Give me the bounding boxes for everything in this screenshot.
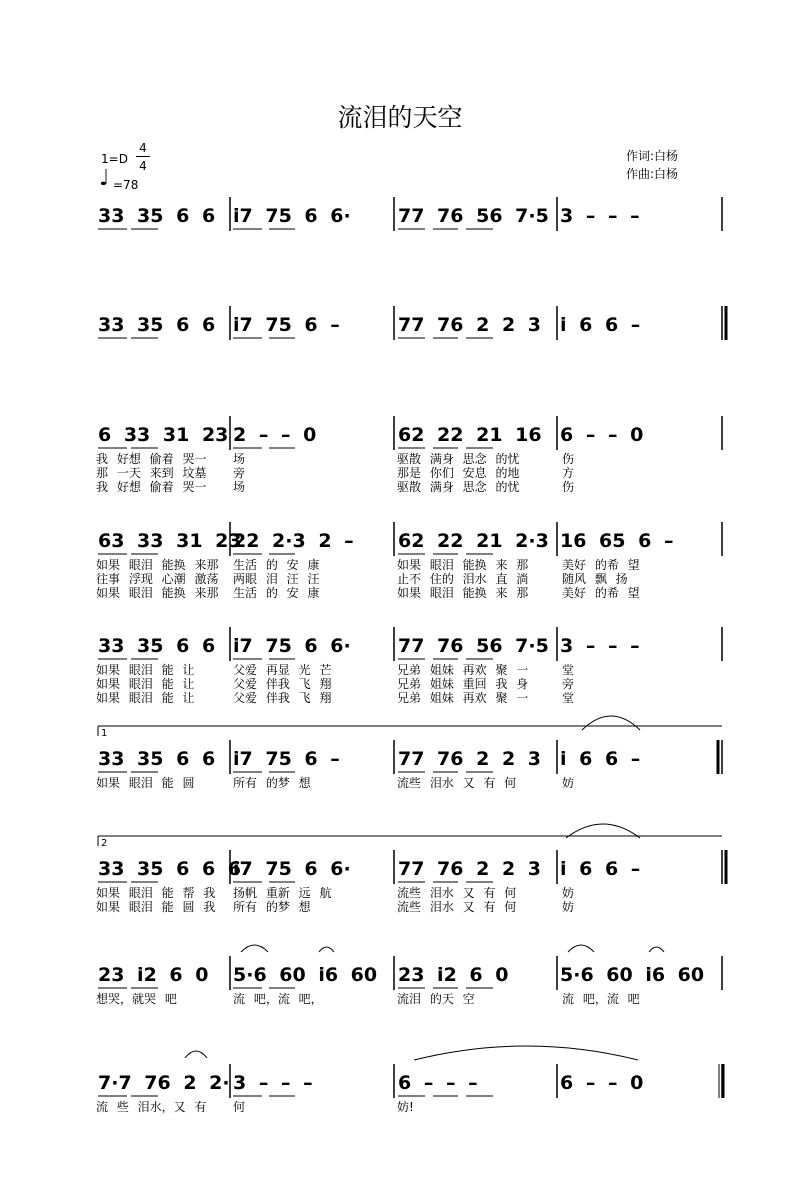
- lyric-text: 流些 泪水 又 有 何: [397, 776, 517, 790]
- measure-notes: 6 – – –: [398, 1072, 478, 1094]
- measure-notes: 33 35 6 6: [98, 748, 216, 770]
- tie-arc: [582, 716, 640, 730]
- volta-number: 2: [101, 838, 108, 849]
- lyric-text: 那是 你们 安息 的地: [397, 466, 520, 480]
- lyric-text: 两眼 泪 汪 汪: [233, 572, 320, 586]
- lyric-text: 随风 飘 扬: [562, 572, 628, 586]
- measure-notes: 5·6 60 i6 60: [233, 964, 378, 986]
- lyric-text: 方: [562, 466, 575, 480]
- lyric-text: 驱散 满身 思念 的忧: [397, 452, 520, 466]
- lyric-text: 如果 眼泪 能换 来那: [96, 558, 219, 572]
- lyric-text: 流 吧，流 吧，: [233, 992, 323, 1006]
- tempo-marking: =78: [113, 178, 139, 192]
- measure-notes: 77 76 2 2 3: [398, 858, 542, 880]
- measure-notes: 77 76 56 7·5: [398, 205, 549, 227]
- measure-notes: i 6 6 –: [560, 314, 641, 336]
- lyricist-credit: 作词:白杨: [626, 149, 679, 163]
- lyric-text: 想哭，就哭 吧: [96, 992, 177, 1006]
- measure-notes: i 6 6 –: [560, 858, 641, 880]
- lyric-text: 流泪 的天 空: [397, 992, 475, 1006]
- lyric-text: 妨!: [397, 1100, 414, 1114]
- key-signature: 1=D: [101, 152, 128, 166]
- measure-notes: 33 35 6 6: [98, 314, 216, 336]
- measure-notes: i7 75 6 6·: [233, 205, 351, 227]
- lyric-text: 旁: [562, 677, 575, 691]
- measure-notes: i7 75 6 6·: [233, 858, 351, 880]
- lyric-text: 兄弟 姐妹 再欢 聚 一: [397, 663, 529, 677]
- measure-notes: 62 22 21 2·3: [398, 530, 549, 552]
- tie-arc: [414, 1046, 638, 1060]
- lyric-text: 父爱 伴我 飞 翔: [233, 677, 332, 691]
- slur-arc: [568, 945, 594, 952]
- slur-arc: [241, 945, 268, 952]
- lyric-text: 如果 眼泪 能换 来 那: [397, 558, 529, 572]
- measure-notes: 77 76 56 7·5: [398, 635, 549, 657]
- lyric-text: 流些 泪水 又 有 何: [397, 900, 517, 914]
- measure-notes: 16 65 6 –: [560, 530, 674, 552]
- measure-notes: i 6 6 –: [560, 748, 641, 770]
- measure-notes: i7 75 6 6·: [233, 635, 351, 657]
- time-signature-top: 4: [139, 141, 147, 155]
- lyric-text: 如果 眼泪 能 让: [96, 691, 195, 705]
- measure-notes: 23 i2 6 0: [398, 964, 509, 986]
- lyric-text: 我 好想 偷着 哭一: [96, 452, 207, 466]
- lyric-text: 妨: [562, 900, 575, 914]
- lyric-text: 驱散 满身 思念 的忧: [397, 480, 520, 494]
- slur-arc: [649, 947, 664, 952]
- lyric-text: 如果 眼泪 能 帮 我: [96, 886, 216, 900]
- measure-notes: 62 22 21 16: [398, 424, 542, 446]
- lyric-text: 流些 泪水 又 有 何: [397, 886, 517, 900]
- lyric-text: 如果 眼泪 能换 来那: [96, 586, 219, 600]
- measure-notes: i7 75 6 –: [233, 748, 340, 770]
- measure-notes: 3 – – –: [233, 1072, 313, 1094]
- measure-notes: 33 35 6 6 6: [98, 858, 242, 880]
- measure-notes: 6 – – 0: [560, 424, 644, 446]
- measure-notes: 33 35 6 6: [98, 635, 216, 657]
- lyric-text: 我 好想 偷着 哭一: [96, 480, 207, 494]
- lyric-text: 场: [233, 452, 246, 466]
- measure-notes: 23 i2 6 0: [98, 964, 209, 986]
- lyric-text: 扬帆 重新 远 航: [233, 886, 332, 900]
- lyric-text: 兄弟 姐妹 再欢 聚 一: [397, 691, 529, 705]
- lyric-text: 何: [233, 1100, 246, 1114]
- measure-notes: 77 76 2 2 3: [398, 314, 542, 336]
- slur-arc: [185, 1051, 207, 1058]
- lyric-text: 流 吧，流 吧: [562, 992, 640, 1006]
- measure-notes: 33 35 6 6: [98, 205, 216, 227]
- measure-notes: 2 – – 0: [233, 424, 317, 446]
- lyric-text: 止不 住的 泪水 直 淌: [397, 572, 529, 586]
- measure-notes: i7 75 6 –: [233, 314, 340, 336]
- lyric-text: 如果 眼泪 能 圆: [96, 776, 195, 790]
- measure-notes: 63 33 31 23: [98, 530, 242, 552]
- lyric-text: 所有 的梦 想: [233, 776, 311, 790]
- measure-notes: 77 76 2 2 3: [398, 748, 542, 770]
- measure-notes: 22 2·3 2 –: [233, 530, 354, 552]
- lyric-text: 伤: [562, 452, 575, 466]
- lyric-text: 旁: [233, 466, 246, 480]
- lyric-text: 堂: [562, 691, 575, 705]
- measure-notes: 3 – – –: [560, 205, 640, 227]
- lyric-text: 妨: [562, 886, 575, 900]
- lyric-text: 美好 的希 望: [562, 586, 640, 600]
- volta-number: 1: [101, 728, 108, 739]
- lyric-text: 那 一天 来到 坟墓: [96, 466, 207, 480]
- lyric-text: 如果 眼泪 能换 来 那: [397, 586, 529, 600]
- lyric-text: 流 些 泪水，又 有: [96, 1100, 207, 1114]
- time-signature-bottom: 4: [139, 159, 147, 173]
- measure-notes: 6 – – 0: [560, 1072, 644, 1094]
- lyric-text: 生活 的 安 康: [233, 586, 320, 600]
- song-title: 流泪的天空: [337, 103, 463, 132]
- lyric-text: 伤: [562, 480, 575, 494]
- quarter-note-icon: ♩: [99, 166, 110, 191]
- lyric-text: 所有 的梦 想: [233, 900, 311, 914]
- composer-credit: 作曲:白杨: [626, 167, 679, 181]
- measure-notes: 5·6 60 i6 60: [560, 964, 705, 986]
- lyric-text: 如果 眼泪 能 让: [96, 677, 195, 691]
- lyric-text: 如果 眼泪 能 让: [96, 663, 195, 677]
- slur-arc: [319, 947, 334, 952]
- lyric-text: 兄弟 姐妹 重回 我 身: [397, 677, 529, 691]
- lyric-text: 美好 的希 望: [562, 558, 640, 572]
- lyric-text: 生活 的 安 康: [233, 558, 320, 572]
- lyric-text: 妨: [562, 776, 575, 790]
- measure-notes: 7·7 76 2 2·: [98, 1072, 230, 1094]
- lyric-text: 父爱 再显 光 芒: [233, 663, 332, 677]
- lyric-text: 父爱 伴我 飞 翔: [233, 691, 332, 705]
- lyric-text: 如果 眼泪 能 圆 我: [96, 900, 216, 914]
- measure-notes: 3 – – –: [560, 635, 640, 657]
- measure-notes: 6 33 31 23: [98, 424, 229, 446]
- lyric-text: 往事 浮现 心潮 激荡: [96, 572, 219, 586]
- lyric-text: 堂: [562, 663, 575, 677]
- lyric-text: 场: [233, 480, 246, 494]
